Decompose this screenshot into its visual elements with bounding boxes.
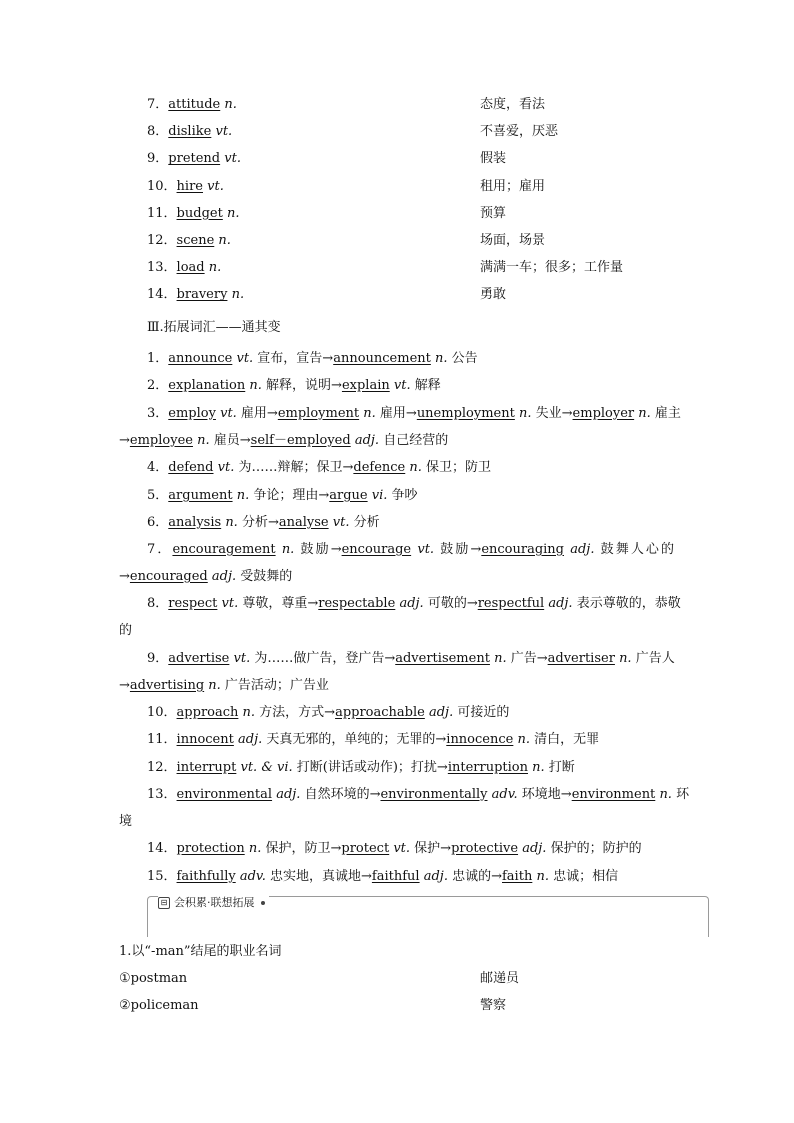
final-meaning: 警察 [480, 998, 507, 1013]
final-meaning: 邮递员 [480, 971, 520, 986]
vocab-pos: vt. [224, 151, 241, 167]
vocab-num: 9． [147, 151, 169, 167]
accumulate-box [147, 896, 709, 937]
vocab-pos: n. [224, 97, 237, 112]
vocab-row [147, 204, 507, 224]
deriv-item-cont: 境 [119, 814, 133, 829]
vocab-num: 10． [147, 178, 177, 194]
vocab-pos: n. [226, 205, 240, 221]
vocab-word: budget [176, 205, 223, 221]
final-word: ①postman [119, 971, 188, 986]
vocab-num: 13． [147, 260, 177, 276]
vocab-meaning: 勇敢 [480, 287, 507, 303]
deriv-item: 11．innocent adj. 天真无邪的，单纯的；无罪的→innocence n. 清白，无罪 [147, 732, 600, 747]
final-word: ②policeman [119, 998, 199, 1013]
vocab-word: bravery [176, 287, 228, 303]
box-header [158, 896, 269, 910]
vocab-word: attitude [168, 97, 221, 112]
bookmark-icon: ⊟ [158, 897, 170, 909]
deriv-item: 10．approach n. 方法，方式→approachable adj. 可接近的 [147, 705, 510, 720]
deriv-item: 8．respect vt. 尊敬，尊重→respectable adj. 可敬的→respectful adj. 表示尊敬的，恭敬 [147, 596, 681, 611]
vocab-row [147, 149, 507, 169]
deriv-item: 4．defend vt. 为……辩解；保卫→defence n. 保卫；防卫 [147, 460, 492, 475]
final-item [119, 969, 520, 989]
vocab-pos: n. [208, 260, 222, 276]
vocab-word: pretend [168, 151, 221, 167]
vocab-num: 11． [147, 205, 177, 221]
vocab-meaning: 预算 [480, 205, 507, 221]
deriv-item: 2．explanation n. 解释，说明→explain vt. 解释 [147, 378, 441, 393]
vocab-num: 14． [147, 287, 177, 303]
vocab-num: 7． [147, 97, 169, 112]
vocab-pos: vt. [207, 178, 224, 194]
deriv-item: 5．argument n. 争论；理由→argue vi. 争吵 [147, 488, 418, 503]
deriv-item-cont: 的 [119, 623, 133, 638]
vocab-num: 8． [147, 124, 169, 140]
deriv-item-cont: →encouraged adj. 受鼓舞的 [119, 569, 293, 584]
vocab-row [147, 258, 624, 278]
deriv-item: 3．employ vt. 雇用→employment n. 雇用→unemployment n. 失业→employer n. 雇主 [147, 406, 681, 421]
deriv-item: 9．advertise vt. 为……做广告，登广告→advertisement n. 广告→advertiser n. 广告人 [147, 651, 675, 666]
vocab-word: scene [176, 233, 215, 248]
deriv-item: 6．analysis n. 分析→analyse vt. 分析 [147, 515, 380, 530]
vocab-meaning: 场面，场景 [480, 233, 546, 248]
vocab-row [147, 285, 507, 305]
vocab-row [147, 122, 559, 142]
vocab-pos: vt. [215, 124, 233, 140]
vocab-meaning: 租用；雇用 [480, 178, 546, 194]
vocab-pos: n. [218, 233, 231, 248]
deriv-item: 1．announce vt. 宣布，宣告→announcement n. 公告 [147, 351, 478, 366]
vocab-word: load [176, 260, 205, 276]
deriv-item: 13．environmental adj. 自然环境的→environmentally adv. 环境地→environment n. 环 [147, 787, 690, 802]
vocab-row [147, 231, 546, 251]
deriv-item: 7．encouragement n. 鼓励→encourage vt. 鼓励→encouraging adj. 鼓舞人心的 [147, 542, 674, 557]
vocab-meaning: 不喜爱，厌恶 [480, 124, 559, 140]
deriv-item-cont: →employee n. 雇员→self－employed adj. 自己经营的 [119, 433, 449, 448]
deriv-item: 15．faithfully adv. 忠实地，真诚地→faithful adj. 忠诚的→faith n. 忠诚；相信 [147, 869, 619, 884]
vocab-pos: n. [231, 287, 245, 303]
vocab-row [147, 177, 546, 197]
vocab-word: hire [176, 178, 203, 194]
vocab-row [147, 95, 546, 115]
deriv-item: 14．protection n. 保护，防卫→protect vt. 保护→protective adj. 保护的；防护的 [147, 841, 642, 856]
box-title: 会积累·联想拓展 [174, 896, 255, 909]
section-title: Ⅲ.拓展词汇——通其变 [147, 320, 281, 335]
final-item [119, 996, 507, 1016]
vocab-meaning: 态度，看法 [480, 97, 546, 112]
deriv-item: 12．interrupt vt. & vi. 打断(讲话或动作)；打扰→interruption n. 打断 [147, 760, 575, 775]
vocab-num: 12． [147, 233, 177, 248]
vocab-meaning: 满满一车；很多；工作量 [480, 260, 624, 276]
dot-icon [261, 901, 265, 905]
vocab-meaning: 假装 [480, 151, 507, 167]
vocab-word: dislike [168, 124, 212, 140]
group-title: 1.以“-man”结尾的职业名词 [119, 944, 282, 959]
deriv-item-cont: →advertising n. 广告活动；广告业 [119, 678, 329, 693]
